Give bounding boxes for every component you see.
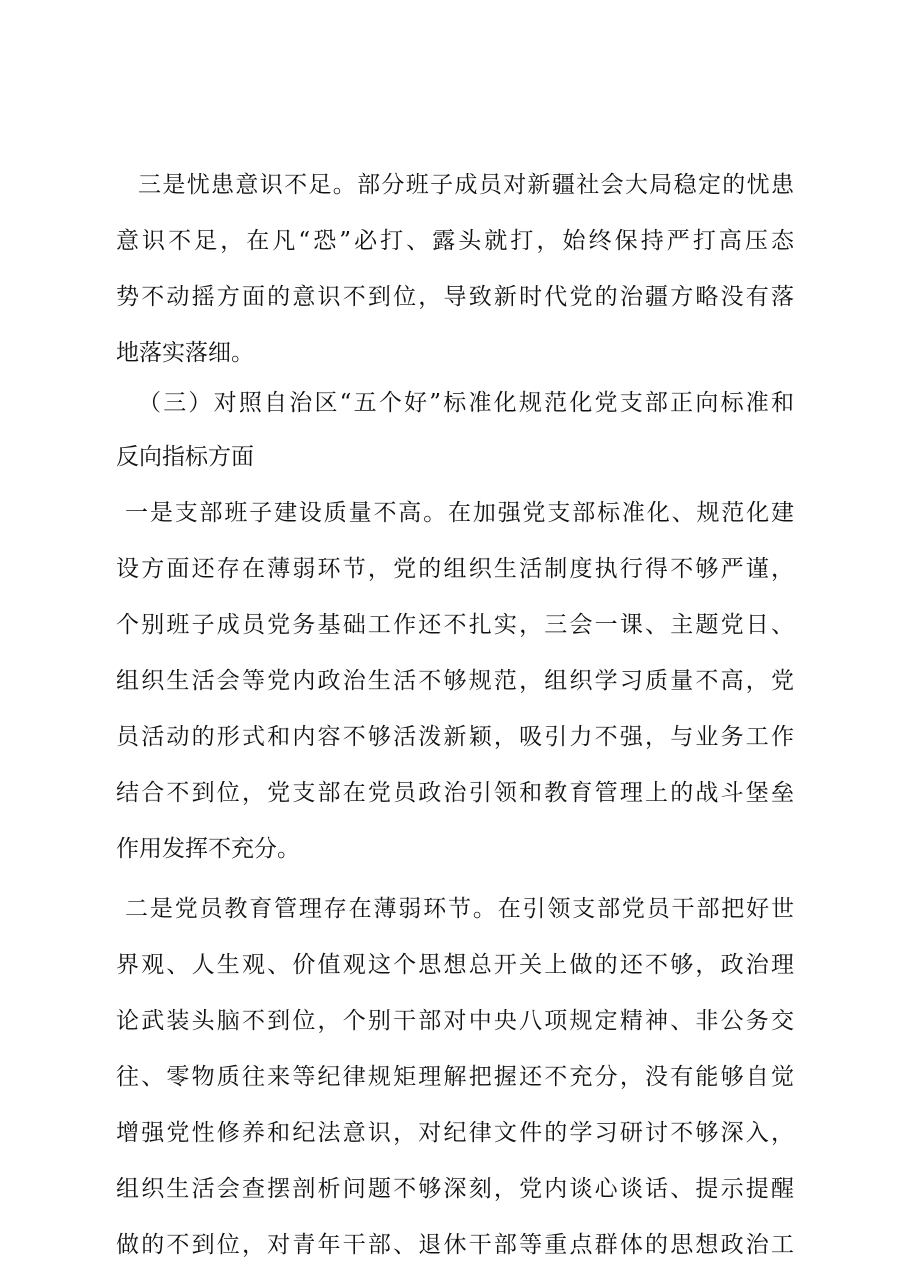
paragraph-4-line-3: 论武装头脑不到位，个别干部对中央八项规定精神、非公务交 <box>116 1008 794 1034</box>
paragraph-3-line-6: 结合不到位，党支部在党员政治引领和教育管理上的战斗堡垒 <box>116 780 794 806</box>
paragraph-1-line-3: 势不动摇方面的意识不到位，导致新时代党的治疆方略没有落 <box>116 284 794 310</box>
paragraph-1-line-4: 地落实落细。 <box>116 340 254 366</box>
paragraph-3-line-5: 员活动的形式和内容不够活泼新颖，吸引力不强，与业务工作 <box>116 724 794 750</box>
paragraph-4-line-5: 增强党性修养和纪法意识，对纪律文件的学习研讨不够深入， <box>116 1120 794 1146</box>
section-heading-line-2: 反向指标方面 <box>116 444 254 470</box>
paragraph-3-line-2: 设方面还存在薄弱环节，党的组织生活制度执行得不够严谨， <box>116 556 794 582</box>
paragraph-3-line-7: 作用发挥不充分。 <box>116 836 300 862</box>
section-heading-line-1: （三）对照自治区“五个好”标准化规范化党支部正向标准和 <box>138 390 794 416</box>
paragraph-3-line-4: 组织生活会等党内政治生活不够规范，组织学习质量不高，党 <box>116 668 794 694</box>
paragraph-4-line-2: 界观、人生观、价值观这个思想总开关上做的还不够，政治理 <box>116 952 794 978</box>
paragraph-3-line-1: 一是支部班子建设质量不高。在加强党支部标准化、规范化建 <box>125 500 794 526</box>
paragraph-1-line-1: 三是忧患意识不足。部分班子成员对新疆社会大局稳定的忧患 <box>138 172 794 198</box>
paragraph-4-line-4: 往、零物质往来等纪律规矩理解把握还不充分，没有能够自觉 <box>116 1064 794 1090</box>
paragraph-3-line-3: 个别班子成员党务基础工作还不扎实，三会一课、主题党日、 <box>116 612 794 638</box>
paragraph-4-line-7: 做的不到位，对青年干部、退休干部等重点群体的思想政治工 <box>116 1232 794 1258</box>
paragraph-1-line-2: 意识不足，在凡“恐”必打、露头就打，始终保持严打高压态 <box>116 228 794 254</box>
paragraph-4-line-6: 组织生活会查摆剖析问题不够深刻，党内谈心谈话、提示提醒 <box>116 1176 794 1202</box>
paragraph-4-line-1: 二是党员教育管理存在薄弱环节。在引领支部党员干部把好世 <box>125 896 794 922</box>
